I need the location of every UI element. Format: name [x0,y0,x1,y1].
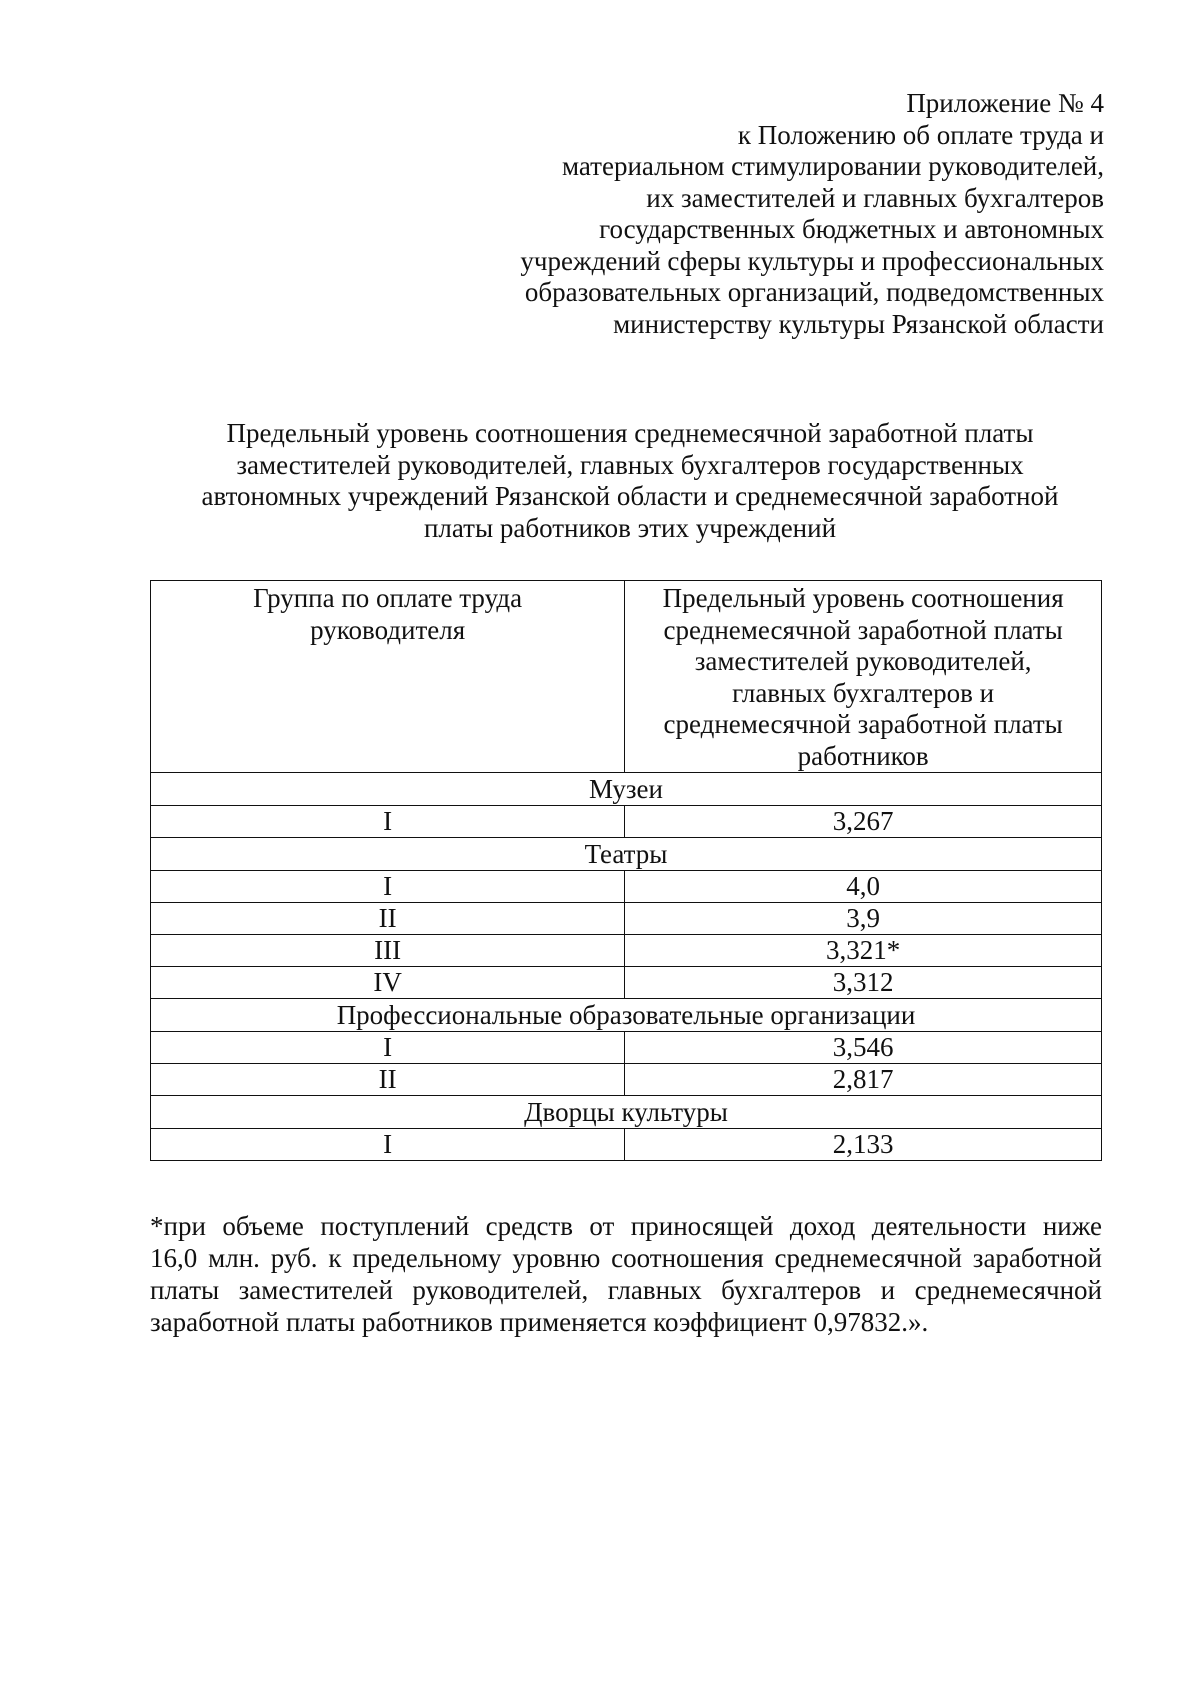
table-header [151,581,1102,773]
group-cell: I [151,871,625,903]
appendix-line: их заместителей и главных бухгалтеров [646,182,1104,213]
group-cell: I [151,1032,625,1064]
section-palaces-of-culture: Дворцы культуры [151,1096,1102,1129]
header-group [151,581,625,773]
footnote-line: платы заместителей руководителей, главных бухгалтеров и среднемесячной [150,1275,1102,1305]
table-row [151,967,1102,999]
header-ratio-line: среднемесячной заработной платы [663,614,1063,645]
appendix-line: материальном стимулировании руководителей, [561,151,1104,181]
appendix-line: министерству культуры Рязанской области [613,308,1104,339]
header-ratio-line: среднемесячной заработной платы [663,709,1063,739]
group-cell: I [151,1129,625,1161]
header-ratio [625,581,1102,773]
section-professional-education: Профессиональные образовательные организации [151,999,1102,1032]
section-museums: Музеи [151,773,1102,806]
header-group-line: руководителя [310,614,466,645]
ratio-cell: 2,133 [625,1129,1102,1161]
document-title [100,418,1160,544]
appendix-line: государственных бюджетных и автономных [599,214,1104,244]
ratio-cell: 3,321* [625,935,1102,967]
header-ratio-line: заместителей руководителей, [694,646,1032,676]
appendix-line: к Положению об оплате труда и [737,119,1104,150]
table-row [151,806,1102,838]
table-row [151,903,1102,935]
ratio-cell: 4,0 [625,871,1102,903]
table-body [151,773,1102,1161]
table-row [151,1129,1102,1161]
header-ratio-line: главных бухгалтеров и [732,677,995,708]
group-cell: II [151,1064,625,1096]
group-cell: I [151,806,625,838]
footnote-line: 16,0 млн. руб. к предельному уровню соотношения среднемесячной заработной [150,1243,1102,1273]
group-cell: IV [151,967,625,999]
ratio-cell: 3,9 [625,903,1102,935]
header-group-line: Группа по оплате труда [253,583,523,613]
section-row [151,838,1102,871]
table-header-row [151,581,1102,773]
appendix-reference [384,88,1104,340]
title-line: платы работников этих учреждений [423,512,837,543]
footnote [150,1210,1102,1338]
title-line: автономных учреждений Рязанской области и среднемесячной заработной [201,481,1059,511]
group-cell: II [151,903,625,935]
section-row [151,1096,1102,1129]
title-line: Предельный уровень соотношения среднемесячной заработной платы [226,418,1034,448]
appendix-line: учреждений сферы культуры и профессиональных [520,245,1104,276]
table-row [151,871,1102,903]
ratio-cell: 3,546 [625,1032,1102,1064]
ratio-cell: 3,312 [625,967,1102,999]
footnote-line: *при объеме поступлений средств от приносящей доход деятельности ниже [150,1211,1102,1241]
header-ratio-line: Предельный уровень соотношения [662,583,1064,613]
table-row [151,1032,1102,1064]
appendix-number: Приложение № 4 [906,88,1104,118]
appendix-line: образовательных организаций, подведомственных [524,277,1104,307]
ratio-cell: 3,267 [625,806,1102,838]
footnote-line: заработной платы работников применяется коэффициент 0,97832.». [150,1307,929,1337]
table-row [151,935,1102,967]
section-row [151,999,1102,1032]
table-row [151,1064,1102,1096]
section-theatres: Театры [151,838,1102,871]
header-ratio-line: работников [797,740,929,771]
ratio-cell: 2,817 [625,1064,1102,1096]
title-line: заместителей руководителей, главных бухгалтеров государственных [236,449,1024,480]
ratio-table [150,580,1102,1161]
section-row [151,773,1102,806]
group-cell: III [151,935,625,967]
